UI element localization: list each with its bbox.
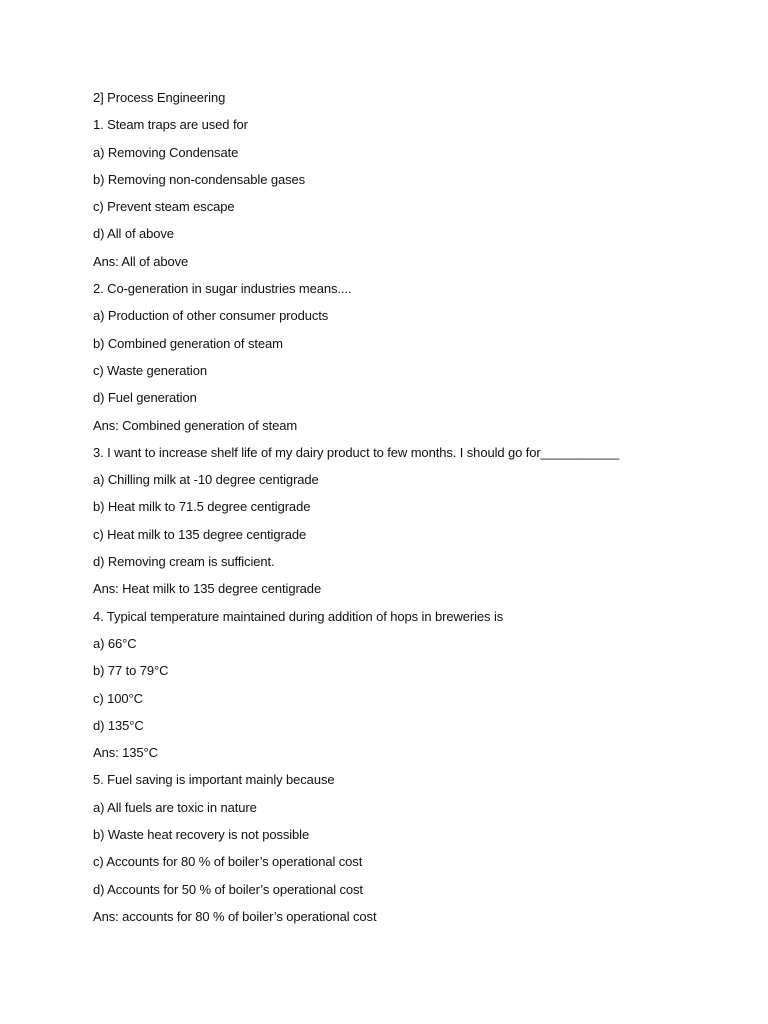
question-5-answer: Ans: accounts for 80 % of boiler’s operational cost xyxy=(93,908,377,924)
question-1: 1. Steam traps are used for xyxy=(93,117,248,133)
question-4-option-a: a) 66°C xyxy=(93,635,137,651)
question-2-option-c: c) Waste generation xyxy=(93,362,207,378)
question-1-option-d: d) All of above xyxy=(93,226,174,242)
question-3-answer: Ans: Heat milk to 135 degree centigrade xyxy=(93,581,322,597)
question-5-option-a: a) All fuels are toxic in nature xyxy=(93,799,257,815)
question-1-option-c: c) Prevent steam escape xyxy=(93,199,235,215)
question-3-option-b: b) Heat milk to 71.5 degree centigrade xyxy=(93,499,311,515)
question-2-option-a: a) Production of other consumer products xyxy=(93,308,329,324)
question-3-option-a: a) Chilling milk at -10 degree centigrade xyxy=(93,472,319,488)
document-body xyxy=(93,84,733,930)
question-3: 3. I want to increase shelf life of my dairy product to few months. I should go for___________ xyxy=(93,444,620,460)
question-4-answer: Ans: 135°C xyxy=(93,745,158,761)
question-5-option-d: d) Accounts for 50 % of boiler’s operational cost xyxy=(93,881,363,897)
question-3-option-c: c) Heat milk to 135 degree centigrade xyxy=(93,526,307,542)
question-2-option-b: b) Combined generation of steam xyxy=(93,335,283,351)
question-2: 2. Co-generation in sugar industries means.... xyxy=(93,281,352,297)
question-2-option-d: d) Fuel generation xyxy=(93,390,197,406)
question-5: 5. Fuel saving is important mainly because xyxy=(93,772,335,788)
question-4-option-c: c) 100°C xyxy=(93,690,143,706)
question-1-option-b: b) Removing non-condensable gases xyxy=(93,171,306,187)
question-4-option-b: b) 77 to 79°C xyxy=(93,663,169,679)
section-heading: 2] Process Engineering xyxy=(93,90,226,105)
question-2-answer: Ans: Combined generation of steam xyxy=(93,417,298,433)
question-4-option-d: d) 135°C xyxy=(93,717,144,733)
question-1-answer: Ans: All of above xyxy=(93,253,189,269)
question-4: 4. Typical temperature maintained during addition of hops in breweries is xyxy=(93,608,504,624)
question-5-option-c: c) Accounts for 80 % of boiler’s operational cost xyxy=(93,854,363,870)
question-1-option-a: a) Removing Condensate xyxy=(93,144,239,160)
question-3-option-d: d) Removing cream is sufficient. xyxy=(93,554,275,570)
question-5-option-b: b) Waste heat recovery is not possible xyxy=(93,827,310,843)
